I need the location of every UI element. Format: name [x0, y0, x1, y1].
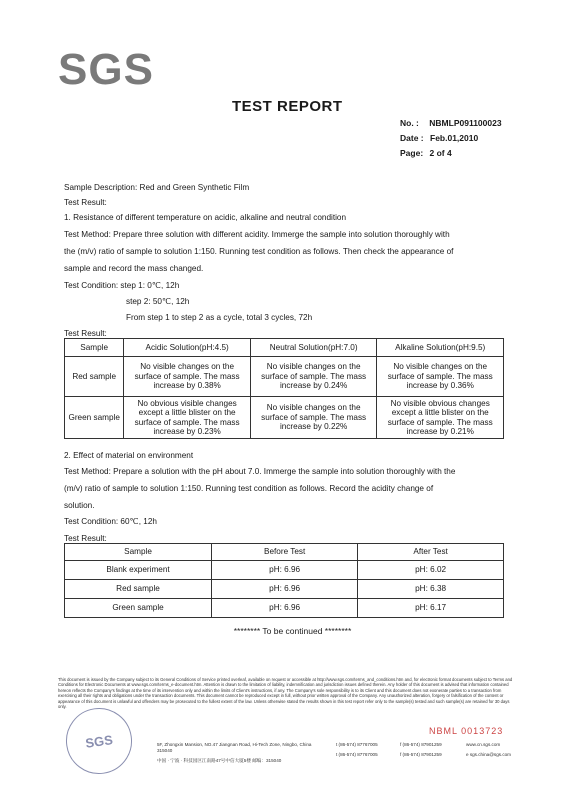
condition-1-line-3: From step 1 to step 2 as a cycle, total 3 cycles, 72h	[126, 313, 313, 322]
column-header: Before Test	[212, 544, 358, 561]
after-cell: pH: 6.38	[358, 580, 504, 599]
result-cell: No visible changes on the surface of sample. The mass increase by 0.36%	[377, 357, 504, 397]
result-cell: No visible changes on the surface of sample. The mass increase by 0.38%	[124, 357, 251, 397]
column-header: Acidic Solution(pH:4.5)	[124, 339, 251, 357]
report-number-label: No. :	[400, 118, 419, 128]
report-date	[400, 133, 478, 143]
fax-line: f (86-574) 87901259	[400, 752, 442, 757]
result-cell: No obvious visible changes except a little blister on the surface of sample. The mass increase by 0.23%	[124, 397, 251, 439]
acidity-table	[64, 543, 504, 618]
before-cell: pH: 6.96	[212, 580, 358, 599]
section-1-heading: 1. Resistance of different temperature on acidic, alkaline and neutral condition	[64, 213, 347, 222]
after-cell: pH: 6.02	[358, 561, 504, 580]
table-2-label: Test Result:	[64, 534, 107, 543]
table-header-row	[65, 339, 504, 357]
footer-web	[466, 742, 536, 758]
email-link[interactable]: e sgs.china@sgs.com	[466, 752, 512, 757]
column-header: Sample	[65, 339, 124, 357]
condition-1-line-1: Test Condition: step 1: 0℃, 12h	[64, 281, 180, 290]
table-header-row	[65, 544, 504, 561]
method-2-line-2: (m/v) ratio of sample to solution 1:150. Running test condition as follows. Record the acidity change of	[64, 484, 434, 493]
table-1-label: Test Result:	[64, 329, 107, 338]
result-cell: No visible changes on the surface of sample. The mass increase by 0.24%	[250, 357, 377, 397]
result-cell: No visible obvious changes except a little blister on the surface of sample. The mass increase by 0.21%	[377, 397, 504, 439]
sample-cell: Red sample	[65, 580, 212, 599]
method-1-line-3: sample and record the mass changed.	[64, 264, 204, 273]
method-1-line-2: the (m/v) ratio of sample to solution 1:150. Running test condition as follows. Then check the appearance of	[64, 247, 454, 256]
column-header: Neutral Solution(pH:7.0)	[250, 339, 377, 357]
table-row	[65, 599, 504, 618]
table-row	[65, 397, 504, 439]
sgs-stamp	[62, 704, 137, 779]
sample-description: Sample Description: Red and Green Synthetic Film	[64, 183, 250, 192]
table-row	[65, 561, 504, 580]
report-page-label: Page:	[400, 148, 424, 158]
address-line-en: 5F, Zhongxin Mansion, NO.47 Jiangnan Road, Hi-Tech Zone, Ningbo, China 315040	[157, 742, 312, 753]
telephone-line: t (86-574) 87767005	[336, 752, 378, 757]
report-date-value: Feb.01,2010	[430, 133, 479, 143]
after-cell: pH: 6.17	[358, 599, 504, 618]
sgs-logo: SGS	[58, 45, 154, 94]
method-2-line-1: Test Method: Prepare a solution with the pH about 7.0. Immerge the sample into solution thoroughly with the	[64, 467, 456, 476]
footer-disclaimer: This document is issued by the Company subject to its General Conditions of Service printed overleaf, available on request or accessible at http://www.sgs.com/terms_and_conditions.htm and, for electronic format documents subject to Terms and Conditions for Electronic Documents at www.sgs.com/terms_e-document.htm. Attention is drawn to the limitation of liability, indemnification and jurisdiction issues defined therein. Any holder of this document is advised that information contained hereon reflects the Company's findings at the time of its intervention only and within the limits of Client's instructions, if any. The Company's sole responsibility is to its Client and this document does not exonerate parties to a transaction from exercising all their rights and obligations under the transaction documents. This document cannot be reproduced except in full, without prior written approval of the Company. Any unauthorized alteration, forgery or falsification of the content or appearance of this document is unlawful and offenders may be prosecuted to the fullest extent of the law. Unless otherwise stated the results shown in this test report refer only to the sample(s) tested and such sample(s) are retained for 30 days only.	[58, 677, 513, 710]
footer-fax	[400, 742, 470, 758]
result-cell: No visible changes on the surface of sample. The mass increase by 0.22%	[250, 397, 377, 439]
before-cell: pH: 6.96	[212, 561, 358, 580]
report-date-label: Date :	[400, 133, 424, 143]
condition-1-line-2: step 2: 50℃, 12h	[126, 297, 190, 306]
footer-telephone	[336, 742, 406, 758]
condition-2: Test Condition: 60℃, 12h	[64, 517, 157, 526]
sample-cell: Red sample	[65, 357, 124, 397]
table-row	[65, 580, 504, 599]
resistance-table	[64, 338, 504, 439]
sample-cell: Green sample	[65, 397, 124, 439]
footer-address	[157, 742, 327, 764]
address-line-cn: 中国 · 宁波 · 科技园区江南路47号中信大厦5楼 邮编：315040	[157, 758, 282, 763]
fax-line: f (86-574) 87901259	[400, 742, 442, 747]
table-row	[65, 357, 504, 397]
sgs-stamp-text: SGS	[84, 731, 114, 751]
report-page-value: 2 of 4	[429, 148, 452, 158]
report-number-value: NBMLP091100023	[429, 118, 502, 128]
website-link[interactable]: www.cn.sgs.com	[466, 742, 501, 747]
sample-cell: Blank experiment	[65, 561, 212, 580]
test-result-label: Test Result:	[64, 198, 107, 207]
column-header: Sample	[65, 544, 212, 561]
method-1-line-1: Test Method: Prepare three solution with different acidity. Immerge the sample into solution thoroughly with	[64, 230, 450, 239]
before-cell: pH: 6.96	[212, 599, 358, 618]
report-page	[400, 148, 452, 158]
section-2-heading: 2. Effect of material on environment	[64, 451, 194, 460]
page-title: TEST REPORT	[232, 98, 343, 115]
nbml-serial: NBML 0013723	[429, 726, 504, 736]
column-header: After Test	[358, 544, 504, 561]
to-be-continued: ******** To be continued ********	[233, 626, 352, 636]
column-header: Alkaline Solution(pH:9.5)	[377, 339, 504, 357]
telephone-line: t (86-574) 87767005	[336, 742, 378, 747]
method-2-line-3: solution.	[64, 501, 95, 510]
sample-cell: Green sample	[65, 599, 212, 618]
report-number	[400, 118, 502, 128]
